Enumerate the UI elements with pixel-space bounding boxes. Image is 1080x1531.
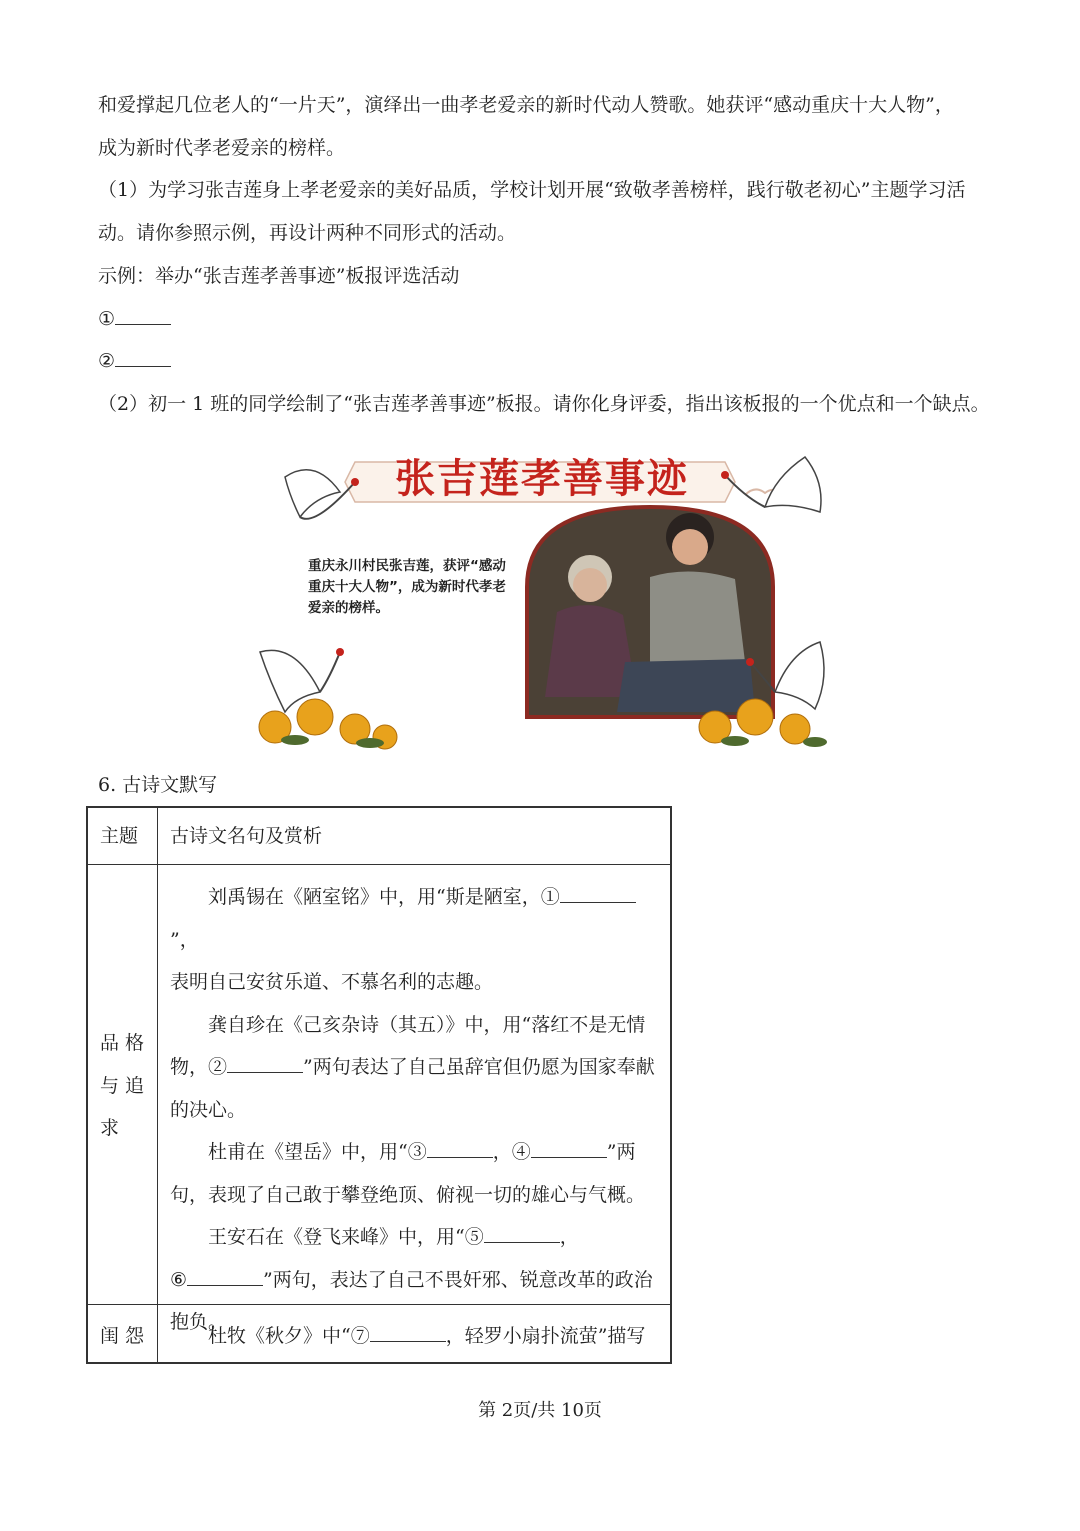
q2-text: （2）初一 1 班的同学绘制了“张吉莲孝善事迹”板报。请你化身评委，指出该板报的一个优点和一个缺点。 xyxy=(98,393,990,415)
p1-text-b: ”， xyxy=(170,928,199,951)
p4-text-c: ⑥ xyxy=(170,1268,188,1291)
q1-blank-1 xyxy=(115,306,171,325)
p3-text-b: ，④ xyxy=(492,1141,531,1163)
table-header-content: 古诗文名句及赏析 xyxy=(170,825,323,847)
row-boudoir-content xyxy=(170,1315,660,1358)
p3-text-d: 句，表现了自己敢于攀登绝顶、俯视一切的雄心与气概。 xyxy=(170,1183,646,1206)
p2-text-a: 龚自珍在《己亥杂诗（其五）》中，用“落红不是无情 xyxy=(208,1013,646,1036)
poster-title: 张吉莲孝善事迹 xyxy=(395,456,689,502)
q1-text-line-2: 动。请你参照示例，再设计两种不同形式的活动。 xyxy=(98,222,517,244)
answer-blank-3 xyxy=(427,1139,493,1158)
crane-top-right xyxy=(721,457,821,512)
intro-line-1: 和爱撑起几位老人的“一片天”，演绎出一曲孝老爱亲的新时代动人赞歌。她获评“感动重庆十大人物”， xyxy=(98,94,954,116)
p3-text-c: ”两 xyxy=(606,1141,636,1163)
answer-blank-6 xyxy=(187,1267,263,1286)
q1-text-line-1: （1）为学习张吉莲身上孝老爱亲的美好品质，学校计划开展“致敬孝善榜样，践行敬老初心”主题学习活 xyxy=(98,179,966,201)
table-divider-header xyxy=(88,864,670,865)
row2-text-b: ，轻罗小扇扑流萤”描写 xyxy=(445,1325,646,1347)
p3-text-a: 杜甫在《望岳》中，用“③ xyxy=(208,1141,427,1163)
p4-text-d: ”两句，表达了自己不畏奸邪、锐意改革的政治 xyxy=(263,1268,653,1291)
p4-text-b: ， xyxy=(559,1226,579,1248)
table-divider-vertical xyxy=(157,808,158,1362)
crane-bottom-left xyxy=(260,648,344,712)
p4-text-e: 抱负。 xyxy=(170,1311,228,1333)
q6-heading: 6. 古诗文默写 xyxy=(98,774,218,796)
answer-blank-4 xyxy=(531,1139,607,1158)
p4-text-a: 王安石在《登飞来峰》中，用“⑤ xyxy=(208,1226,484,1248)
table-header-theme: 主题 xyxy=(100,825,139,847)
answer-blank-7 xyxy=(370,1323,446,1342)
p1-text-a: 刘禹锡在《陋室铭》中，用“斯是陋室，① xyxy=(208,886,560,908)
p2-text-d: 的决心。 xyxy=(170,1098,247,1121)
answer-blank-2 xyxy=(227,1054,303,1073)
p2-text-c: ”两句表达了自己虽辞官但仍愿为国家奉献 xyxy=(303,1056,655,1078)
intro-line-2: 成为新时代孝老爱亲的榜样。 xyxy=(98,137,346,159)
row-character-content xyxy=(170,876,660,1344)
p1-text-c: 表明自己安贫乐道、不慕名利的志趣。 xyxy=(170,971,494,993)
page-footer: 第 2页/共 10页 xyxy=(478,1400,602,1421)
answer-blank-5 xyxy=(484,1224,560,1243)
row2-text-a: 杜牧《秋夕》中“⑦ xyxy=(208,1325,370,1347)
q1-answer-1 xyxy=(98,306,171,332)
p2-text-b: 物，② xyxy=(170,1056,228,1078)
poem-recitation-table xyxy=(86,806,672,1364)
q1-blank-1-label: ① xyxy=(98,308,116,330)
poster-caption: 重庆永川村民张吉莲，获评“感动重庆十大人物”，成为新时代孝老爱亲的榜样。 xyxy=(308,558,506,616)
q1-blank-2 xyxy=(115,348,171,367)
row-theme-boudoir: 闺 怨 xyxy=(100,1325,145,1347)
q1-answer-2 xyxy=(98,348,171,374)
q1-blank-2-label: ② xyxy=(98,350,116,372)
row-theme-character: 品 格 与 追 求 xyxy=(100,1032,145,1139)
answer-blank-1 xyxy=(560,884,636,903)
q1-example: 示例：举办“张吉莲孝善事迹”板报评选活动 xyxy=(98,265,460,287)
